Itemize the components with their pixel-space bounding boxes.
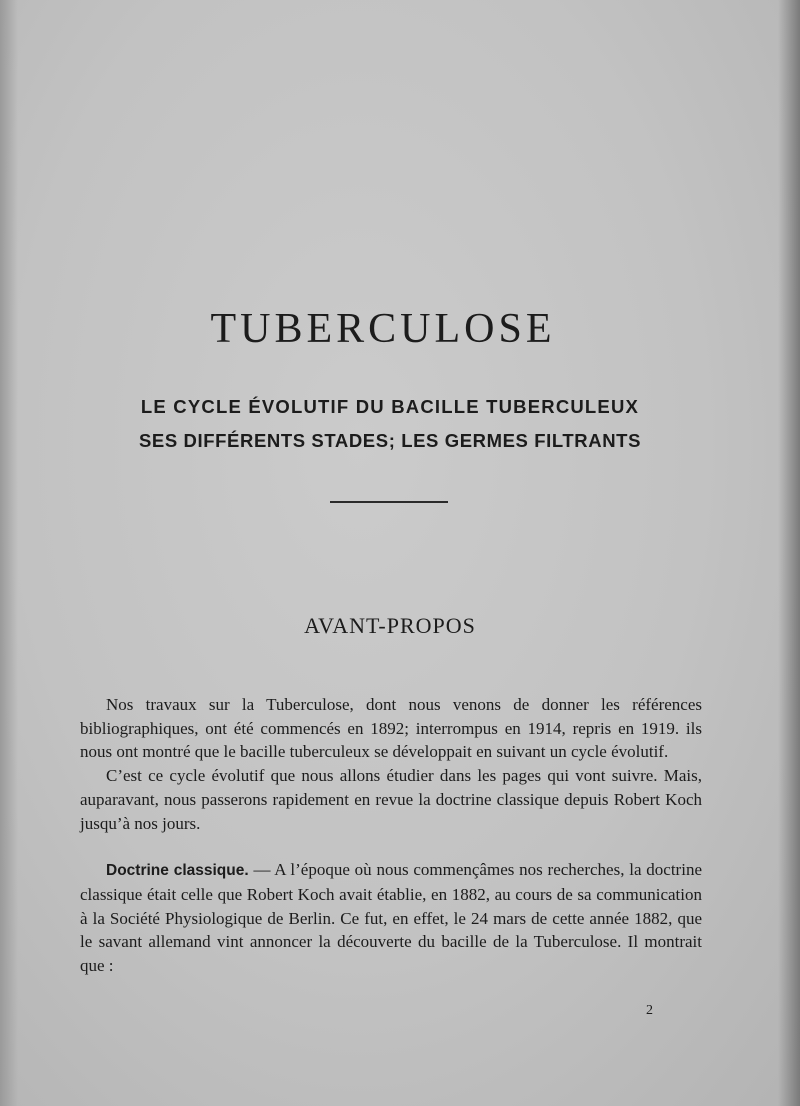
section-heading: AVANT-PROPOS [304,613,476,638]
subtitle-line-2: SES DIFFÉRENTS STADES; LES GERMES FILTRANTS [138,430,642,451]
doctrine-text: — A l’époque où nous commençâmes nos recherches, la doctrine classique était celle que Robert Koch avait établie, en 1882, au cours de sa communication à la Société Physiologique de Berlin. Ce fut, en effet, le 24 mars de cette année 1882, que le savant allemand vint annoncer la découverte du bacille de la Tuberculose. Il montrait que : [80,860,702,976]
page-title: TUBERCULOSE [210,306,556,352]
subtitle-line-1: LE CYCLE ÉVOLUTIF DU BACILLE TUBERCULEUX [140,396,640,417]
paragraph-gap [80,835,702,858]
paragraph-intro: Nos travaux sur la Tuberculose, dont nous venons de donner les références bibliographiques, ont été commencés en 1892; interrompus en 1914, repris en 1919. ils nous ont montré que le bacille tuberculeux se développait en suivant un cycle évolutif. [80,695,702,762]
paragraph-doctrine [80,858,702,978]
scan-shadow-left [0,0,18,1106]
body-text [80,693,702,978]
scan-shadow-right [778,0,800,1106]
title-divider [330,501,448,503]
page-number: 2 [646,1003,653,1018]
doctrine-heading: Doctrine classique. [106,862,249,880]
paragraph-cycle: C’est ce cycle évolutif que nous allons étudier dans les pages qui vont suivre. Mais, auparavant, nous passerons rapidement en revue la doctrine classique depuis Robert Koch jusqu’à nos jours. [80,766,702,833]
